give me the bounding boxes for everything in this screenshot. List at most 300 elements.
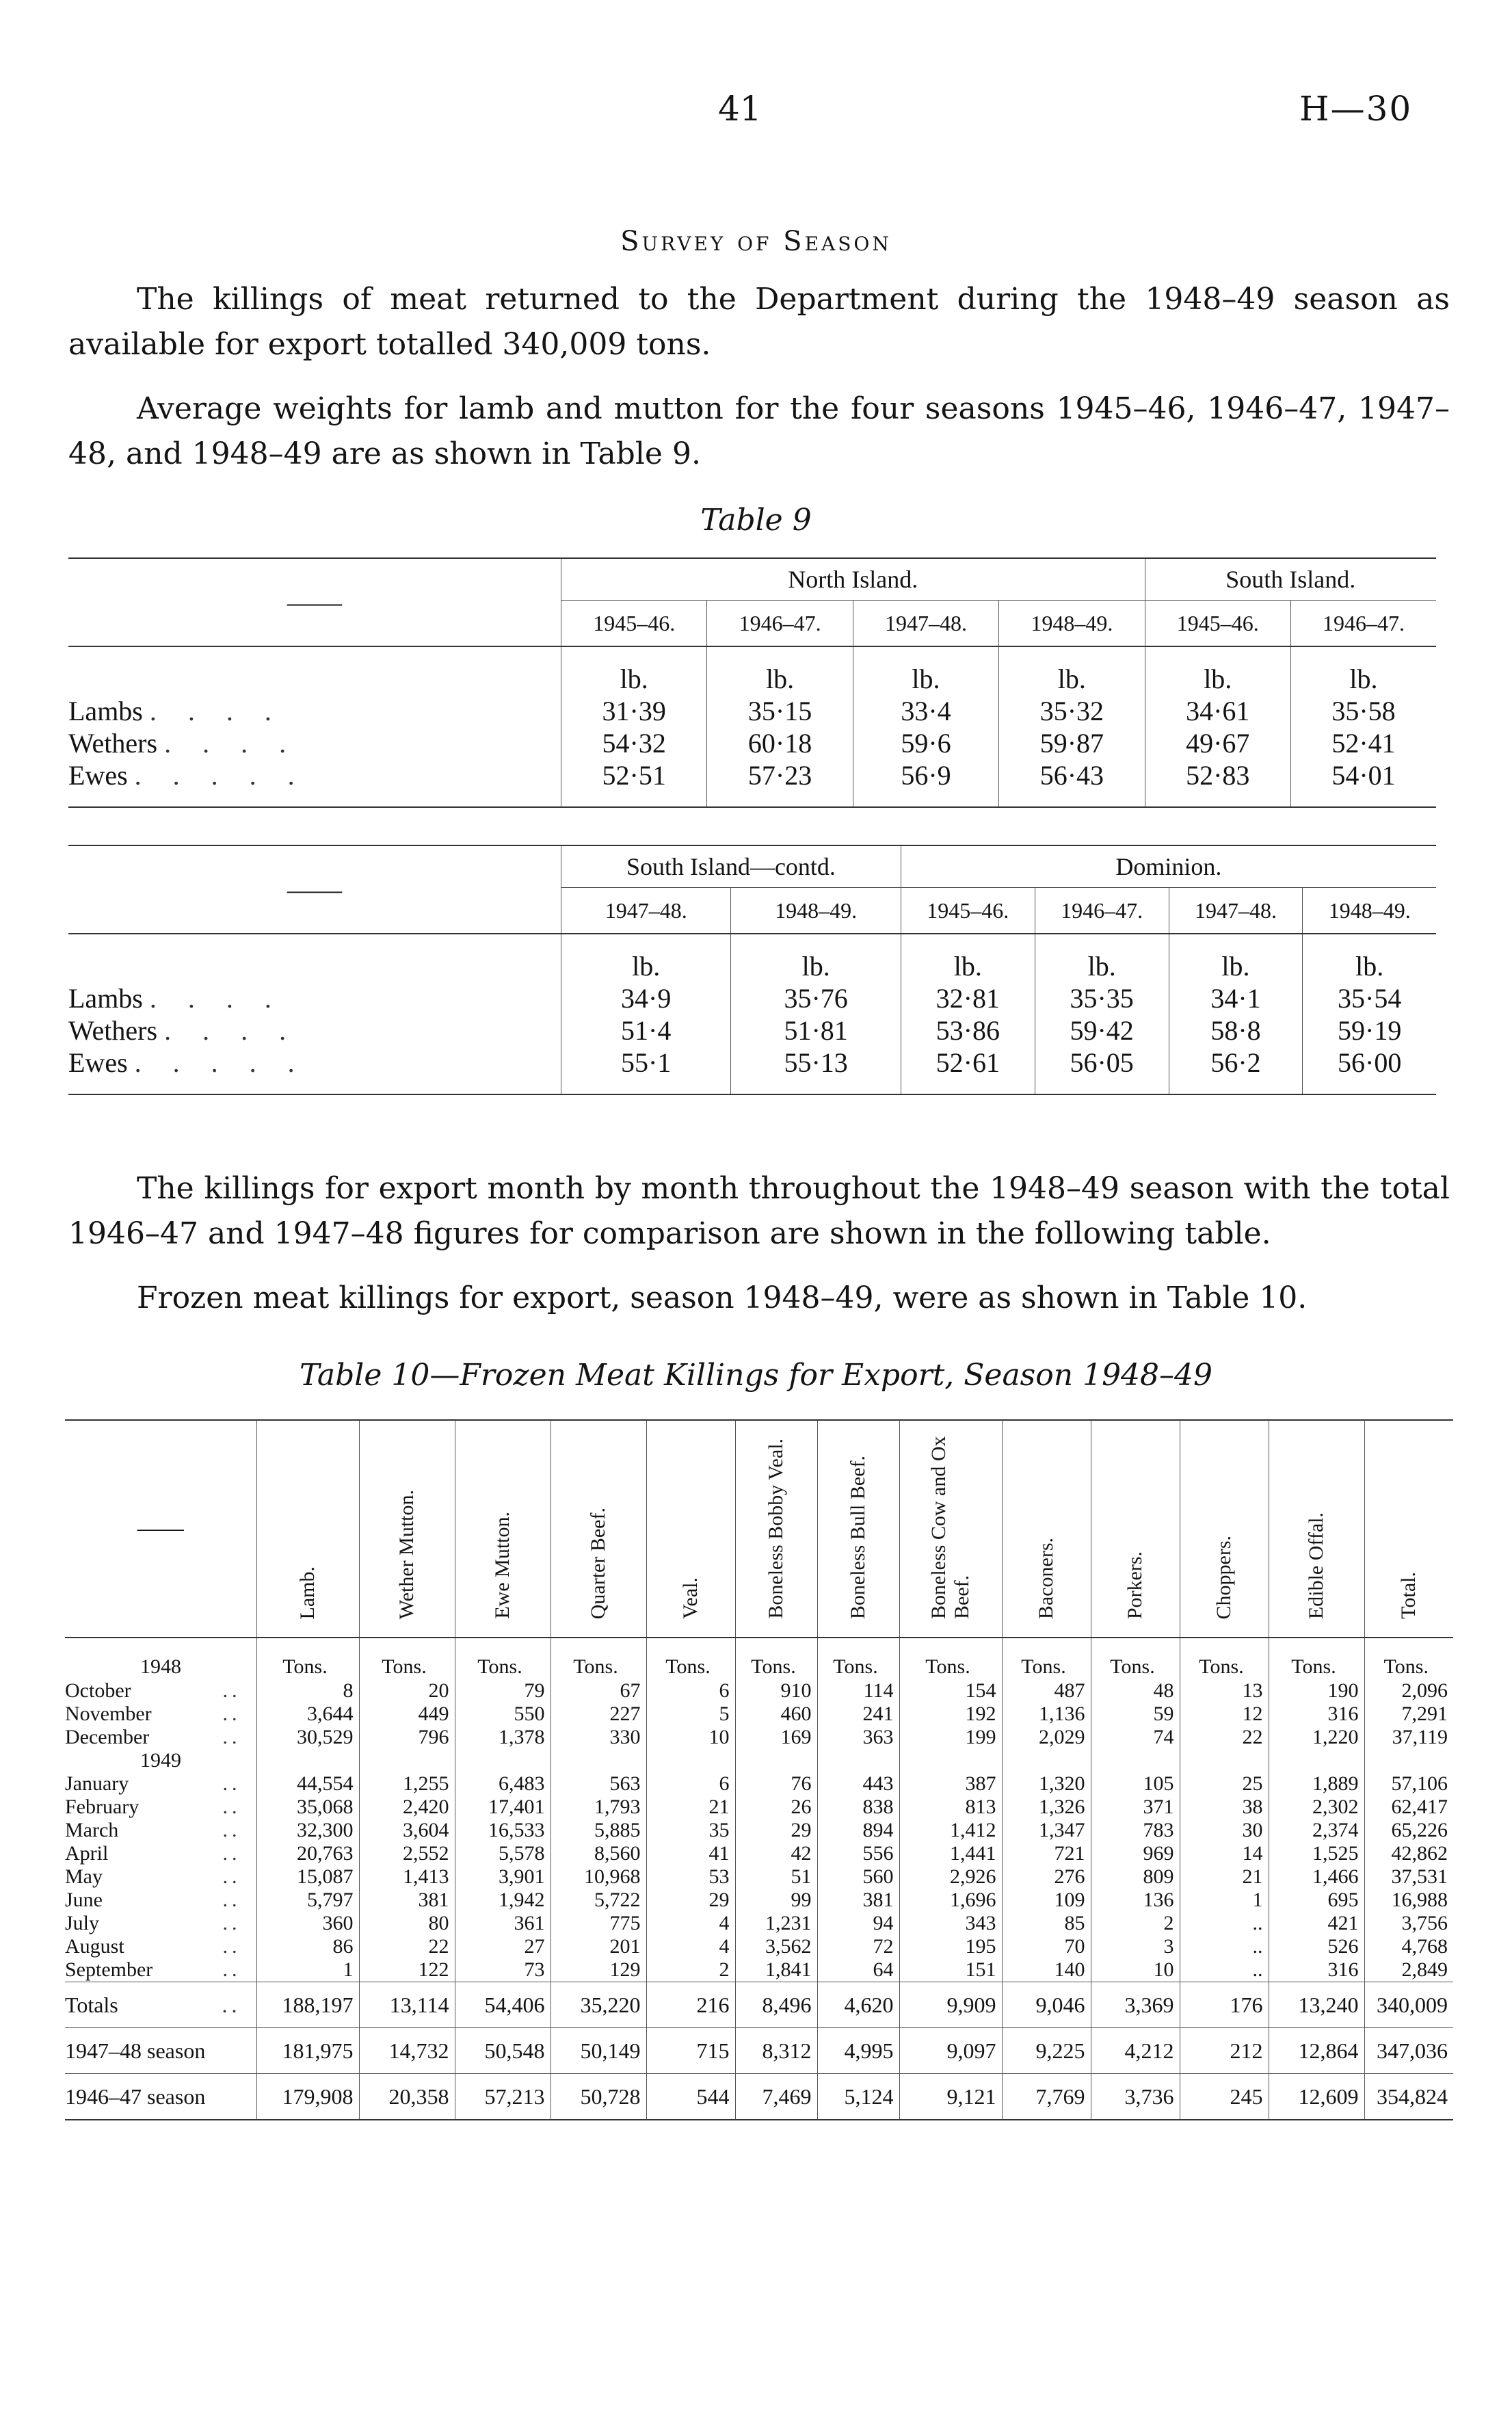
table10-cell: 1,889 bbox=[1269, 1772, 1364, 1796]
table10-cell: 12,609 bbox=[1269, 2074, 1364, 2120]
table9-cell: 55·1 bbox=[561, 1047, 731, 1079]
table10-cell: 343 bbox=[899, 1912, 1002, 1935]
table10-cell: 22 bbox=[359, 1935, 455, 1958]
leader-dots: .. bbox=[222, 1703, 241, 1725]
table10-col-header bbox=[735, 1420, 817, 1638]
table10-unit: Tons. bbox=[1091, 1638, 1180, 1679]
table10-cell: 188,197 bbox=[256, 1982, 359, 2028]
table9-row-label: Wethers bbox=[68, 728, 158, 759]
table10-col-label: Porkers. bbox=[1124, 1551, 1146, 1619]
table10-row-total bbox=[65, 2028, 1453, 2074]
table10-col-label: Boneless Bobby Veal. bbox=[765, 1438, 787, 1619]
table10-cell: 16,988 bbox=[1364, 1889, 1453, 1912]
table10-col-header bbox=[359, 1420, 455, 1638]
table9-cell: 34·1 bbox=[1169, 982, 1303, 1014]
table10-col-header bbox=[817, 1420, 899, 1638]
table10-cell: 50,548 bbox=[455, 2028, 551, 2074]
table10-unit: Tons. bbox=[359, 1638, 455, 1679]
table10-cell: 1,136 bbox=[1002, 1703, 1091, 1726]
table10-cell: 7,769 bbox=[1002, 2074, 1091, 2120]
table10-cell: 809 bbox=[1091, 1865, 1180, 1889]
table9-unit: lb. bbox=[561, 934, 731, 982]
table10-cell: 35,068 bbox=[256, 1796, 359, 1819]
table10-cell: 560 bbox=[817, 1865, 899, 1889]
table10-unit: Tons. bbox=[455, 1638, 551, 1679]
table10-unit: Tons. bbox=[551, 1638, 646, 1679]
page-number: 41 bbox=[718, 89, 762, 129]
table9-group-south-island-contd: South Island—contd. bbox=[561, 845, 901, 888]
table10-cell: 21 bbox=[1180, 1865, 1269, 1889]
table10-cell: 1,255 bbox=[359, 1772, 455, 1796]
table9-cell: 35·32 bbox=[999, 695, 1145, 727]
table10-cell: 67 bbox=[551, 1679, 646, 1703]
table10-cell: 4,212 bbox=[1091, 2028, 1180, 2074]
table9-cell: 35·35 bbox=[1035, 982, 1169, 1014]
table9-cell: 56·43 bbox=[999, 759, 1145, 791]
paragraph-killings-total: The killings of meat returned to the Department during the 1948–49 season as available for export totalled 340,009 tons. bbox=[68, 282, 1450, 362]
table10-cell: 6 bbox=[646, 1772, 735, 1796]
table10-cell: 35 bbox=[646, 1819, 735, 1842]
table9-blank-head: —— bbox=[68, 558, 561, 646]
table10-row-month bbox=[65, 1679, 1453, 1703]
table10-cell: 1,231 bbox=[735, 1912, 817, 1935]
table10-cell: 381 bbox=[359, 1889, 455, 1912]
table9-cell: 51·4 bbox=[561, 1014, 731, 1047]
table9-cell: 59·87 bbox=[999, 727, 1145, 759]
table9-cell: 56·00 bbox=[1303, 1047, 1436, 1079]
table9-cell: 54·32 bbox=[561, 727, 707, 759]
table10-row-label-cell bbox=[65, 2028, 256, 2074]
table10-cell: 6 bbox=[646, 1679, 735, 1703]
table10-row-label: November bbox=[65, 1703, 152, 1725]
table10-cell: 5,722 bbox=[551, 1889, 646, 1912]
table10-empty-cell bbox=[1180, 1749, 1269, 1772]
table9-group-north-island: North Island. bbox=[561, 558, 1145, 601]
table10-cell: 37,119 bbox=[1364, 1726, 1453, 1749]
table10-cell: 563 bbox=[551, 1772, 646, 1796]
table10-unit: Tons. bbox=[899, 1638, 1002, 1679]
table10-cell: 4 bbox=[646, 1935, 735, 1958]
leader-dots: . . . . bbox=[149, 983, 284, 1014]
table9-year: 1945–46. bbox=[1145, 601, 1290, 647]
table10-cell: 29 bbox=[646, 1889, 735, 1912]
table10-cell: 64 bbox=[817, 1958, 899, 1982]
table10-cell: 276 bbox=[1002, 1865, 1091, 1889]
table10-cell: 4,620 bbox=[817, 1982, 899, 2028]
table10-cell: 1,841 bbox=[735, 1958, 817, 1982]
table10-cell: 340,009 bbox=[1364, 1982, 1453, 2028]
table10-empty-cell bbox=[735, 1749, 817, 1772]
table9-cell: 35·76 bbox=[731, 982, 901, 1014]
table10-cell: 5,797 bbox=[256, 1889, 359, 1912]
table10-cell: 813 bbox=[899, 1796, 1002, 1819]
table9-row-wethers bbox=[68, 727, 1436, 759]
leader-dots: . . . . bbox=[164, 1015, 299, 1046]
table10-cell: 330 bbox=[551, 1726, 646, 1749]
table10-col-label: Baconers. bbox=[1035, 1537, 1057, 1619]
table10-cell: 140 bbox=[1002, 1958, 1091, 1982]
table10-unit: Tons. bbox=[256, 1638, 359, 1679]
table10-cell: 76 bbox=[735, 1772, 817, 1796]
table10-cell: 57,106 bbox=[1364, 1772, 1453, 1796]
table10-cell: 550 bbox=[455, 1703, 551, 1726]
table10-cell: 5 bbox=[646, 1703, 735, 1726]
table9-blank-head: —— bbox=[68, 845, 561, 934]
table10-cell: 4,995 bbox=[817, 2028, 899, 2074]
table10-cell: 99 bbox=[735, 1889, 817, 1912]
table10-cell: .. bbox=[1180, 1958, 1269, 1982]
table10-cell: 241 bbox=[817, 1703, 899, 1726]
table10-row-label: 1946–47 season bbox=[65, 2084, 206, 2109]
table10-cell: 9,225 bbox=[1002, 2028, 1091, 2074]
table10-cell: 85 bbox=[1002, 1912, 1091, 1935]
table10-row-month bbox=[65, 1726, 1453, 1749]
table9-unit: lb. bbox=[561, 646, 707, 695]
leader-dots: .. bbox=[222, 1772, 241, 1795]
table10-cell: .. bbox=[1180, 1912, 1269, 1935]
table10-cell: 775 bbox=[551, 1912, 646, 1935]
table9-cell: 52·83 bbox=[1145, 759, 1290, 791]
table10-cell: 695 bbox=[1269, 1889, 1364, 1912]
table9-year: 1946–47. bbox=[1290, 601, 1436, 647]
table9-cell: 58·8 bbox=[1169, 1014, 1303, 1047]
table10-col-header bbox=[1364, 1420, 1453, 1638]
table10-cell: 53 bbox=[646, 1865, 735, 1889]
table9-unit: lb. bbox=[1035, 934, 1169, 982]
table10-unit: Tons. bbox=[735, 1638, 817, 1679]
table10-col-header bbox=[1269, 1420, 1364, 1638]
table10-cell: 30,529 bbox=[256, 1726, 359, 1749]
table10-empty-cell bbox=[1269, 1749, 1364, 1772]
table10-cell: .. bbox=[1180, 1935, 1269, 1958]
table10-cell: 5,124 bbox=[817, 2074, 899, 2120]
section-title: Survey of Season bbox=[620, 226, 892, 257]
table10-unit: Tons. bbox=[817, 1638, 899, 1679]
leader-dots: .. bbox=[222, 1726, 241, 1748]
table10-cell: 1,378 bbox=[455, 1726, 551, 1749]
table10-cell: 9,909 bbox=[899, 1982, 1002, 2028]
table10-col-label: Choppers. bbox=[1212, 1535, 1235, 1619]
table10-row-month bbox=[65, 1958, 1453, 1982]
table10-row-total bbox=[65, 2074, 1453, 2120]
table10-cell: 3,369 bbox=[1091, 1982, 1180, 2028]
table10-row-label: September bbox=[65, 1958, 153, 1981]
table10-row-label-cell bbox=[65, 1889, 256, 1912]
table10-cell: 176 bbox=[1180, 1982, 1269, 2028]
table9-unit: lb. bbox=[901, 934, 1035, 982]
table10-cell: 1,326 bbox=[1002, 1796, 1091, 1819]
table10-cell: 129 bbox=[551, 1958, 646, 1982]
table10-row-label: August bbox=[65, 1935, 124, 1958]
table10-col-label: Total. bbox=[1397, 1572, 1420, 1619]
table10-col-label: Veal. bbox=[679, 1577, 702, 1619]
table10-col-header bbox=[646, 1420, 735, 1638]
table10-cell: 5,885 bbox=[551, 1819, 646, 1842]
table10-row-month bbox=[65, 1865, 1453, 1889]
table9-cell: 34·61 bbox=[1145, 695, 1290, 727]
table10-cell: 14,732 bbox=[359, 2028, 455, 2074]
table10-cell: 1,696 bbox=[899, 1889, 1002, 1912]
table10-cell: 3,736 bbox=[1091, 2074, 1180, 2120]
table10-cell: 2,420 bbox=[359, 1796, 455, 1819]
table10-cell: 62,417 bbox=[1364, 1796, 1453, 1819]
leader-dots: .. bbox=[222, 1889, 241, 1911]
table10-cell: 2,029 bbox=[1002, 1726, 1091, 1749]
table10-cell: 1,942 bbox=[455, 1889, 551, 1912]
table10-row-label-cell bbox=[65, 1958, 256, 1982]
table10-cell: 109 bbox=[1002, 1889, 1091, 1912]
table9-group-south-island: South Island. bbox=[1145, 558, 1436, 601]
table10-cell: 9,097 bbox=[899, 2028, 1002, 2074]
table10-cell: 361 bbox=[455, 1912, 551, 1935]
table10-cell: 2 bbox=[1091, 1912, 1180, 1935]
table9-unit: lb. bbox=[707, 646, 853, 695]
table10-unit: Tons. bbox=[646, 1638, 735, 1679]
table10-row-total bbox=[65, 1982, 1453, 2028]
table10-row-label: May bbox=[65, 1865, 103, 1888]
table9-unit: lb. bbox=[999, 646, 1145, 695]
table9-caption: Table 9 bbox=[700, 503, 812, 538]
table10-cell: 10 bbox=[646, 1726, 735, 1749]
table9-year: 1948–49. bbox=[731, 888, 901, 934]
table9-year: 1945–46. bbox=[901, 888, 1035, 934]
table9-row-label: Wethers bbox=[68, 1015, 158, 1046]
table10-cell: 1 bbox=[256, 1958, 359, 1982]
table10-cell: 721 bbox=[1002, 1842, 1091, 1865]
table10-row-label-cell bbox=[65, 1842, 256, 1865]
table9-cell: 57·23 bbox=[707, 759, 853, 791]
table10-cell: 35,220 bbox=[551, 1982, 646, 2028]
table10-cell: 73 bbox=[455, 1958, 551, 1982]
table9-cell: 51·81 bbox=[731, 1014, 901, 1047]
table9-year: 1947–48. bbox=[561, 888, 731, 934]
table10-row-label-cell bbox=[65, 2074, 256, 2120]
table9-year: 1946–47. bbox=[1035, 888, 1169, 934]
table10-cell: 6,483 bbox=[455, 1772, 551, 1796]
table9-unit-row bbox=[68, 934, 1436, 982]
table10-cell: 910 bbox=[735, 1679, 817, 1703]
table10-row-month bbox=[65, 1912, 1453, 1935]
table10-year-row bbox=[65, 1749, 1453, 1772]
table10-row-month bbox=[65, 1889, 1453, 1912]
table10-col-header bbox=[1180, 1420, 1269, 1638]
table10-cell: 48 bbox=[1091, 1679, 1180, 1703]
table10-cell: 42,862 bbox=[1364, 1842, 1453, 1865]
table10-unit: Tons. bbox=[1269, 1638, 1364, 1679]
table10-cell: 27 bbox=[455, 1935, 551, 1958]
table9-unit: lb. bbox=[1145, 646, 1290, 695]
table9-unit: lb. bbox=[1169, 934, 1303, 982]
table10-cell: 2,374 bbox=[1269, 1819, 1364, 1842]
table10-cell: 13 bbox=[1180, 1679, 1269, 1703]
table10-row-label-cell bbox=[65, 1679, 256, 1703]
table10-cell: 26 bbox=[735, 1796, 817, 1819]
table10-cell: 10 bbox=[1091, 1958, 1180, 1982]
table10-cell: 17,401 bbox=[455, 1796, 551, 1819]
table10-col-header bbox=[899, 1420, 1002, 1638]
table10-cell: 526 bbox=[1269, 1935, 1364, 1958]
table10-cell: 216 bbox=[646, 1982, 735, 2028]
table9-cell: 32·81 bbox=[901, 982, 1035, 1014]
table10-cell: 21 bbox=[646, 1796, 735, 1819]
table10-cell: 9,121 bbox=[899, 2074, 1002, 2120]
table10-row-label-cell bbox=[65, 1819, 256, 1842]
table10-cell: 44,554 bbox=[256, 1772, 359, 1796]
table10-col-label: Quarter Beef. bbox=[587, 1507, 609, 1619]
table10-cell: 30 bbox=[1180, 1819, 1269, 1842]
table9-row-ewes bbox=[68, 1047, 1436, 1079]
table10-unit-row bbox=[65, 1638, 1453, 1679]
table10-cell: 460 bbox=[735, 1703, 817, 1726]
table10-cell: 80 bbox=[359, 1912, 455, 1935]
table10-cell: 50,149 bbox=[551, 2028, 646, 2074]
table10-cell: 347,036 bbox=[1364, 2028, 1453, 2074]
table10-empty-cell bbox=[646, 1749, 735, 1772]
table10-cell: 32,300 bbox=[256, 1819, 359, 1842]
table10-cell: 15,087 bbox=[256, 1865, 359, 1889]
table10-unit: Tons. bbox=[1364, 1638, 1453, 1679]
table10-cell: 195 bbox=[899, 1935, 1002, 1958]
table9-year: 1948–49. bbox=[1303, 888, 1436, 934]
table10-cell: 12 bbox=[1180, 1703, 1269, 1726]
table10-cell: 20,358 bbox=[359, 2074, 455, 2120]
table10-caption: Table 10—Frozen Meat Killings for Export, Season 1948–49 bbox=[299, 1358, 1213, 1393]
table9-cell: 52·61 bbox=[901, 1047, 1035, 1079]
table10-cell: 50,728 bbox=[551, 2074, 646, 2120]
table10-col-label: Lamb. bbox=[296, 1566, 319, 1619]
table10-row-month bbox=[65, 1703, 1453, 1726]
table10-cell: 1,412 bbox=[899, 1819, 1002, 1842]
table9-row-wethers bbox=[68, 1014, 1436, 1047]
leader-dots: .. bbox=[222, 1958, 241, 1981]
table10-row-label: February bbox=[65, 1796, 140, 1818]
table9-row-lambs bbox=[68, 695, 1436, 727]
table10-cell: 8 bbox=[256, 1679, 359, 1703]
table10-cell: 9,046 bbox=[1002, 1982, 1091, 2028]
leader-dots: .. bbox=[222, 1679, 241, 1702]
table10-row-label-cell bbox=[65, 1912, 256, 1935]
table10-empty-cell bbox=[817, 1749, 899, 1772]
table9-row-label: Lambs bbox=[68, 983, 143, 1014]
table10-row-month bbox=[65, 1819, 1453, 1842]
document-code: H—30 bbox=[1299, 89, 1413, 129]
table10-cell: 969 bbox=[1091, 1842, 1180, 1865]
table10-cell: 72 bbox=[817, 1935, 899, 1958]
leader-dots: .. bbox=[222, 1796, 241, 1818]
table10-cell: 105 bbox=[1091, 1772, 1180, 1796]
table10-row-label-cell bbox=[65, 1935, 256, 1958]
table10-cell: 2,849 bbox=[1364, 1958, 1453, 1982]
table10-cell: 13,240 bbox=[1269, 1982, 1364, 2028]
table10-cell: 10,968 bbox=[551, 1865, 646, 1889]
paragraph-average-weights: Average weights for lamb and mutton for the four seasons 1945–46, 1946–47, 1947–48, and 1948–49 are as shown in Table 9. bbox=[68, 391, 1450, 471]
table10-empty-cell bbox=[1091, 1749, 1180, 1772]
table10-blank-head: —— bbox=[65, 1420, 256, 1638]
table10-cell: 3 bbox=[1091, 1935, 1180, 1958]
table10-cell: 1,347 bbox=[1002, 1819, 1091, 1842]
table10-cell: 8,312 bbox=[735, 2028, 817, 2074]
table9-year: 1947–48. bbox=[853, 601, 998, 647]
table10-cell: 8,560 bbox=[551, 1842, 646, 1865]
table10-cell: 74 bbox=[1091, 1726, 1180, 1749]
table10-cell: 20,763 bbox=[256, 1842, 359, 1865]
table10-cell: 54,406 bbox=[455, 1982, 551, 2028]
table10-col-header bbox=[551, 1420, 646, 1638]
table9-cell: 53·86 bbox=[901, 1014, 1035, 1047]
table10-cell: 363 bbox=[817, 1726, 899, 1749]
table10-cell: 29 bbox=[735, 1819, 817, 1842]
table10-cell: 154 bbox=[899, 1679, 1002, 1703]
table10-cell: 3,901 bbox=[455, 1865, 551, 1889]
table9-row-label: Ewes bbox=[68, 760, 128, 791]
table9-year: 1947–48. bbox=[1169, 888, 1303, 934]
table10-row-label: April bbox=[65, 1842, 109, 1865]
table10-cell: 1,793 bbox=[551, 1796, 646, 1819]
table10-cell: 449 bbox=[359, 1703, 455, 1726]
table10-col-label: Edible Offal. bbox=[1305, 1512, 1327, 1619]
table10-cell: 1,466 bbox=[1269, 1865, 1364, 1889]
table10-cell: 381 bbox=[817, 1889, 899, 1912]
table10-cell: 2 bbox=[646, 1958, 735, 1982]
table10-row-label: June bbox=[65, 1889, 103, 1911]
table10-cell: 22 bbox=[1180, 1726, 1269, 1749]
table10-row-label: January bbox=[65, 1772, 129, 1795]
table10-cell: 16,533 bbox=[455, 1819, 551, 1842]
table10-row-label-cell bbox=[65, 1703, 256, 1726]
table9-cell: 31·39 bbox=[561, 695, 707, 727]
table10-cell: 2,096 bbox=[1364, 1679, 1453, 1703]
table10-cell: 783 bbox=[1091, 1819, 1180, 1842]
table9-row-label: Lambs bbox=[68, 696, 143, 726]
table10-col-label: Boneless Cow and Ox Beef. bbox=[927, 1436, 973, 1619]
table10-row-label-cell bbox=[65, 1982, 256, 2028]
table10-cell: 1,525 bbox=[1269, 1842, 1364, 1865]
table10-cell: 122 bbox=[359, 1958, 455, 1982]
table10-row-label-cell bbox=[65, 1726, 256, 1749]
leader-dots: .. bbox=[222, 1935, 241, 1958]
table10-cell: 796 bbox=[359, 1726, 455, 1749]
table10-empty-cell bbox=[551, 1749, 646, 1772]
table10-cell: 2,552 bbox=[359, 1842, 455, 1865]
table9-part1-group-row bbox=[68, 558, 1436, 601]
table10-empty-cell bbox=[899, 1749, 1002, 1772]
table9-cell: 56·9 bbox=[853, 759, 998, 791]
table9-cell: 52·51 bbox=[561, 759, 707, 791]
table10-cell: 5,578 bbox=[455, 1842, 551, 1865]
leader-dots: . . . . . bbox=[134, 760, 307, 791]
table10-row-label: Totals bbox=[65, 1992, 118, 2017]
table10-unit: Tons. bbox=[1002, 1638, 1091, 1679]
table9-cell: 56·05 bbox=[1035, 1047, 1169, 1079]
table10-col-label: Boneless Bull Beef. bbox=[847, 1455, 869, 1619]
table10-row-label: July bbox=[65, 1912, 100, 1934]
table10-cell: 8,496 bbox=[735, 1982, 817, 2028]
table10-cell: 2,302 bbox=[1269, 1796, 1364, 1819]
table10-cell: 59 bbox=[1091, 1703, 1180, 1726]
table10-cell: 79 bbox=[455, 1679, 551, 1703]
table9-row-label: Ewes bbox=[68, 1047, 128, 1078]
table9-cell: 56·2 bbox=[1169, 1047, 1303, 1079]
table10-cell: 20 bbox=[359, 1679, 455, 1703]
table9-cell: 35·15 bbox=[707, 695, 853, 727]
table10-cell: 65,226 bbox=[1364, 1819, 1453, 1842]
table10-cell: 3,604 bbox=[359, 1819, 455, 1842]
leader-dots: . . . . bbox=[149, 696, 284, 726]
table10-cell: 3,562 bbox=[735, 1935, 817, 1958]
table10-cell: 7,469 bbox=[735, 2074, 817, 2120]
table10-col-label: Wether Mutton. bbox=[395, 1489, 418, 1619]
table10-cell: 7,291 bbox=[1364, 1703, 1453, 1726]
